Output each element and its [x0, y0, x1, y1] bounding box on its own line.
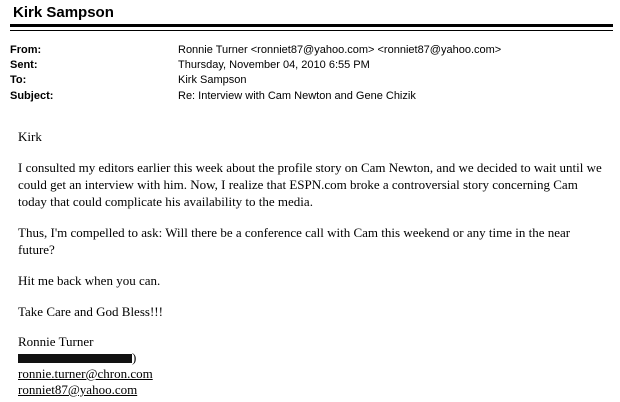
sent-row	[10, 58, 610, 73]
from-row	[10, 43, 610, 58]
signature-block	[18, 334, 613, 398]
redacted-suffix: )	[132, 350, 137, 365]
to-row	[10, 73, 610, 88]
paragraph-1-line-1: I consulted my editors earlier this week about the profile story on Cam Newton, and we decided to wait until we	[18, 160, 602, 175]
sent-label: Sent:	[10, 59, 38, 72]
to-label: To:	[10, 74, 27, 87]
email-body	[18, 128, 613, 398]
paragraph-3: Hit me back when you can.	[18, 273, 161, 288]
from-value: Ronnie Turner <ronniet87@yahoo.com> <ronniet87@yahoo.com>	[178, 44, 502, 56]
redaction-bar	[18, 354, 132, 363]
email-header-fields	[10, 43, 610, 104]
paragraph-2-line-2: future?	[18, 242, 55, 257]
paragraph-2-line-1: Thus, I'm compelled to ask: Will there be a conference call with Cam this weekend or any time in the near	[18, 225, 571, 240]
mailbox-owner-name: Kirk Sampson	[13, 4, 114, 21]
personal-email-link[interactable]: ronniet87@yahoo.com	[18, 382, 138, 397]
work-email-link[interactable]: ronnie.turner@chron.com	[18, 366, 153, 381]
signature-redacted-line	[18, 350, 613, 366]
header-rule-thick	[10, 24, 613, 27]
sent-value: Thursday, November 04, 2010 6:55 PM	[178, 59, 370, 72]
closing: Take Care and God Bless!!!	[18, 304, 163, 319]
header-rule-thin	[10, 30, 613, 31]
subject-label: Subject:	[10, 89, 54, 102]
subject-value: Re: Interview with Cam Newton and Gene Chizik	[178, 89, 416, 102]
salutation: Kirk	[18, 129, 42, 144]
from-label: From:	[10, 44, 42, 56]
paragraph-1-line-3: today that could complicate his availability to the media.	[18, 194, 313, 209]
subject-row	[10, 89, 610, 104]
to-value: Kirk Sampson	[178, 74, 247, 87]
signature-name: Ronnie Turner	[18, 334, 94, 349]
paragraph-1-line-2: could get an interview with him. Now, I realize that ESPN.com broke a controversial story concerning Cam	[18, 177, 578, 192]
